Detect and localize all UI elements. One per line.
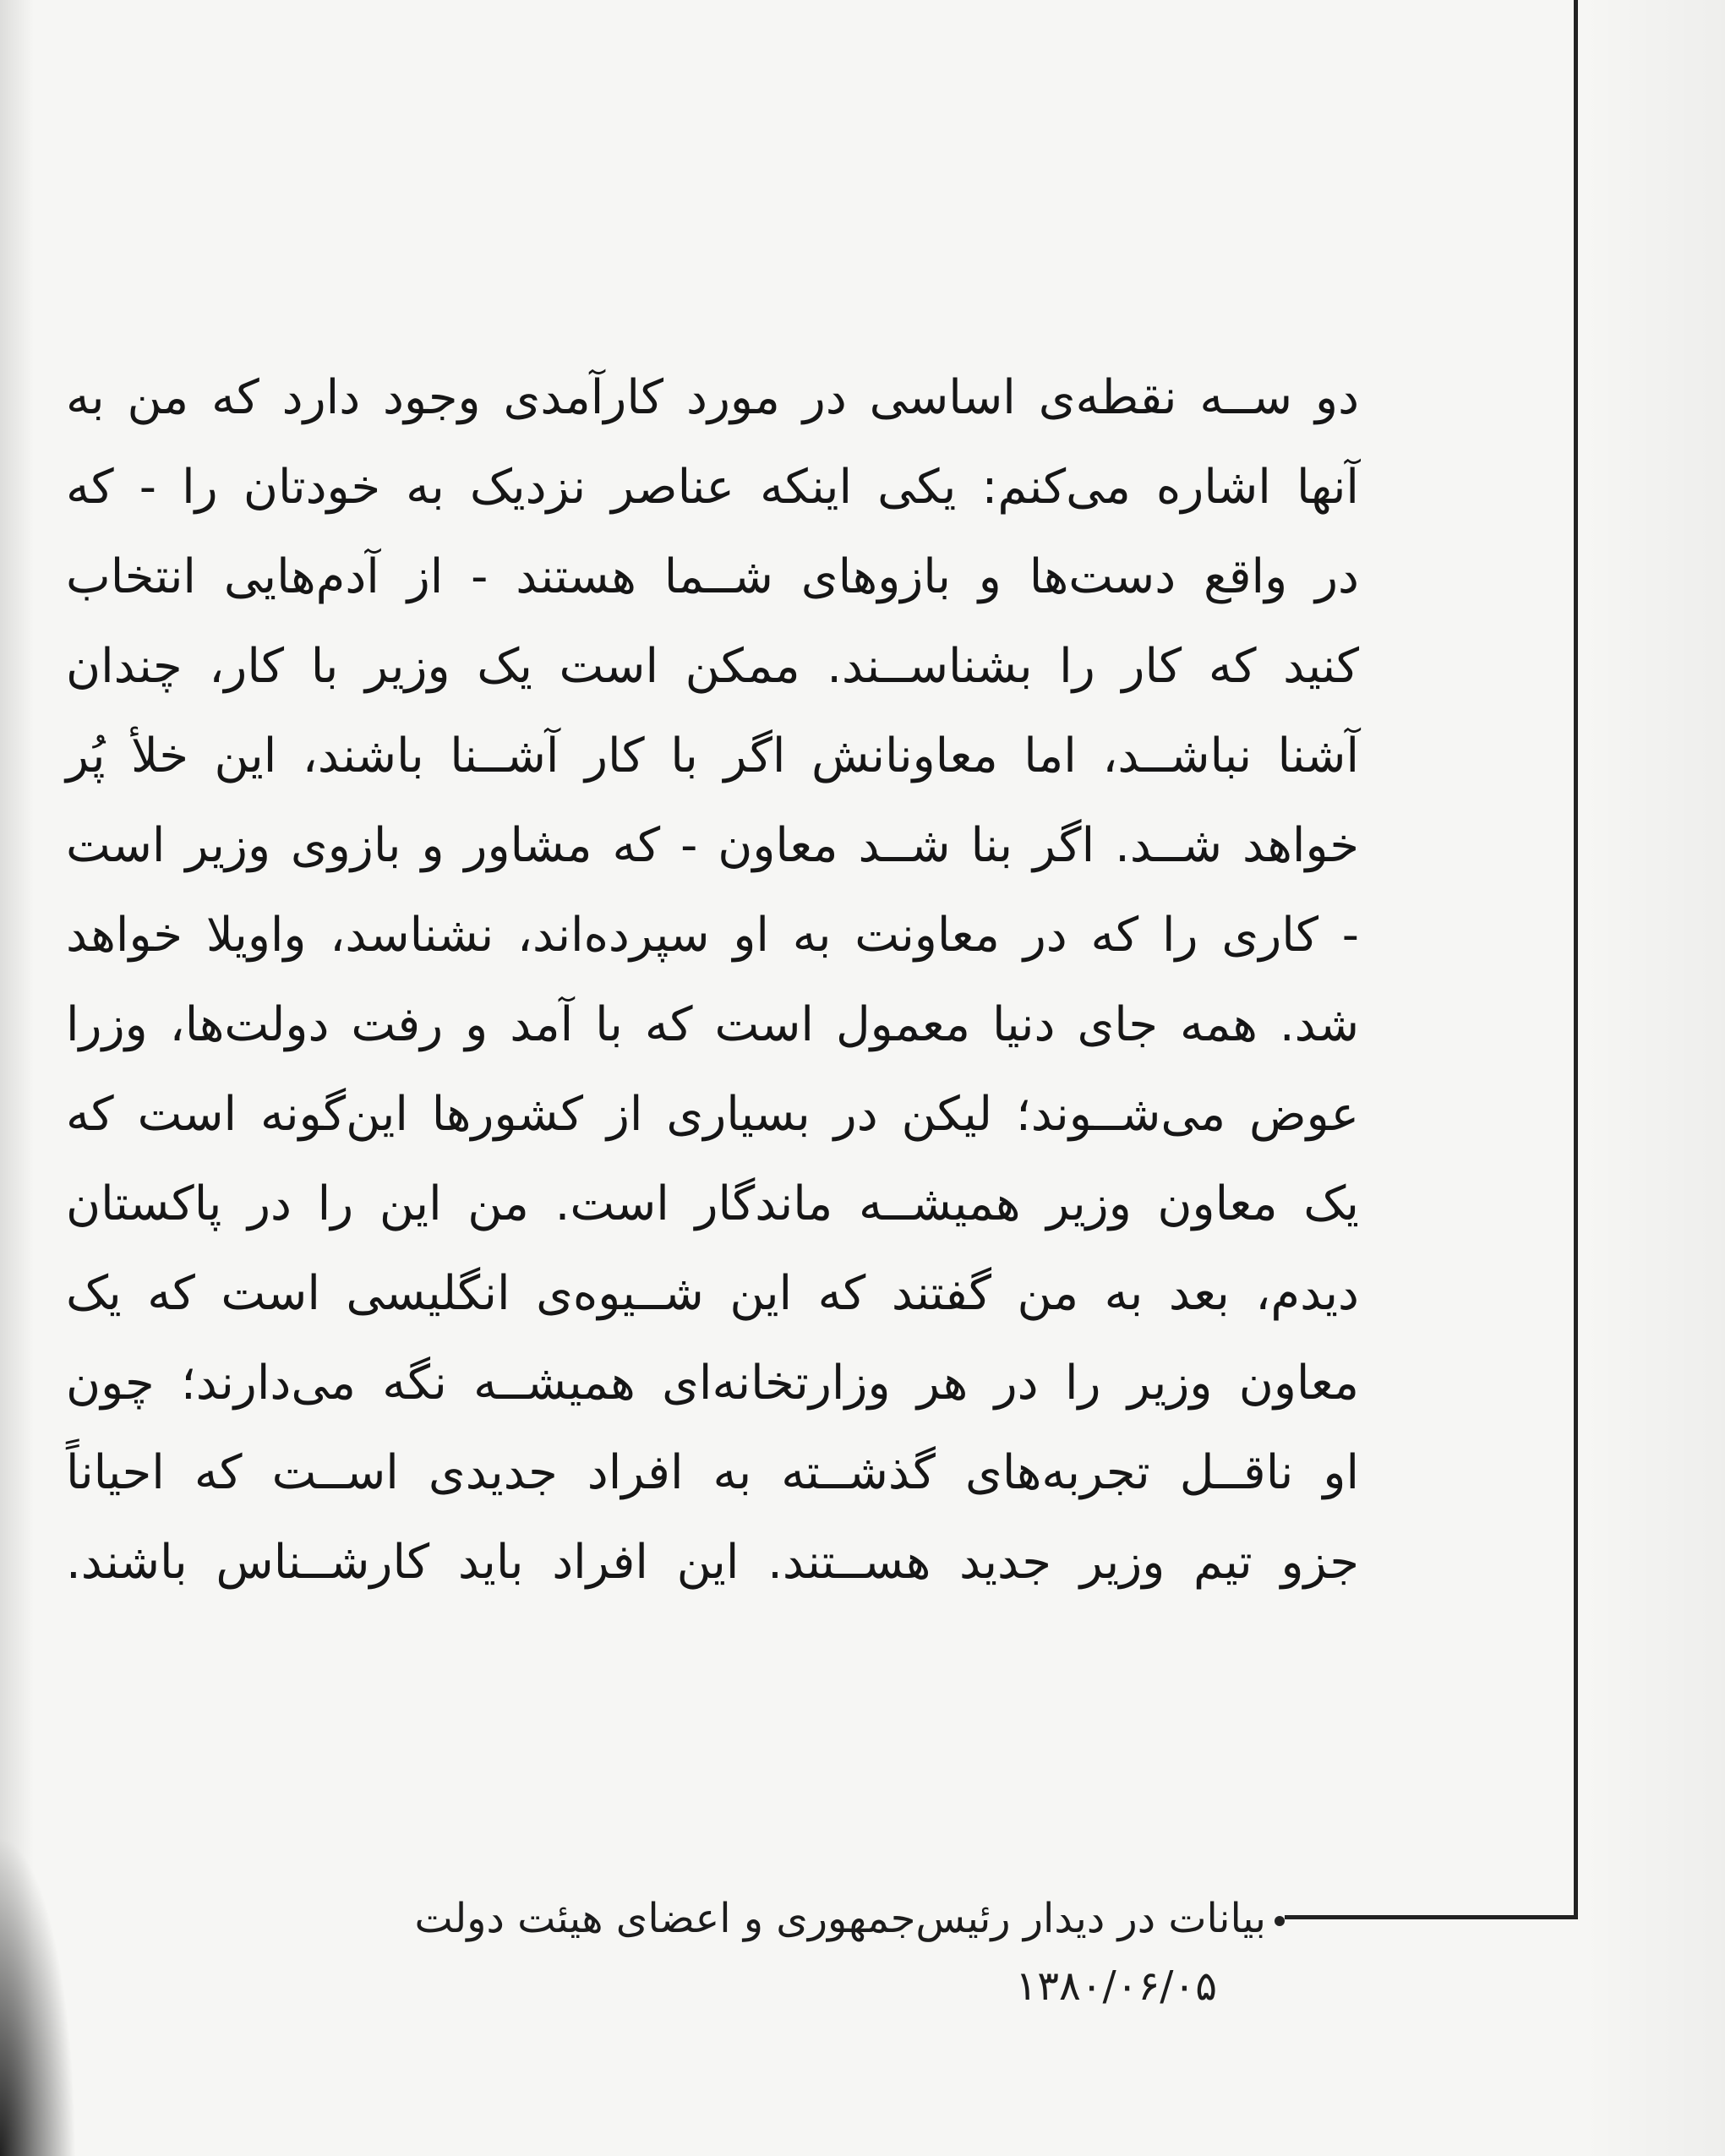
body-line: عوض می‌شــوند؛ لیکن در بسیاری از کشورها این‌گونه است که bbox=[66, 1087, 1359, 1142]
body-line: - کاری را که در معاونت به او سپرده‌اند، نشناسد، واویلا خواهد bbox=[66, 908, 1359, 963]
body-line: کنید که کار را بشناســند. ممکن است یک وزیر با کار، چندان bbox=[66, 639, 1359, 694]
footnote-date: ۱۳۸۰/۰۶/۰۵ bbox=[1015, 1962, 1217, 2010]
body-line: دو ســه نقطه‌ی اساسی در مورد کارآمدی وجود دارد که من به bbox=[66, 370, 1359, 425]
body-line: یک معاون وزیر همیشــه ماندگار است. من این را در پاکستان bbox=[66, 1176, 1359, 1231]
body-line: آشنا نباشــد، اما معاونانش اگر با کار آشــنا باشند، این خلأ پُر bbox=[66, 729, 1359, 783]
page-right-margin bbox=[1580, 0, 1725, 2156]
page-border-horizontal bbox=[1285, 1915, 1578, 1919]
body-line: معاون وزیر را در هر وزارتخانه‌ای همیشــه نگه می‌دارند؛ چون bbox=[66, 1356, 1359, 1411]
source-footnote bbox=[372, 1885, 1285, 2020]
body-line: خواهد شــد. اگر بنا شــد معاون - که مشاور و بازوی وزیر است bbox=[66, 818, 1359, 873]
body-line: دیدم، بعد به من گفتند که این شــیوه‌ی انگلیسی است که یک bbox=[66, 1266, 1359, 1321]
body-paragraph bbox=[66, 353, 1359, 1607]
footnote-source: بیانات در دیدار رئیس‌جمهوری و اعضای هیئت دولت bbox=[414, 1895, 1266, 1942]
body-line: او ناقــل تجربه‌های گذشــته به افراد جدیدی اســت که احیاناً bbox=[66, 1445, 1359, 1500]
bullet-icon bbox=[1275, 1916, 1285, 1926]
body-line: آنها اشاره می‌کنم: یکی اینکه عناصر نزدیک به خودتان را - که bbox=[66, 460, 1359, 515]
page-left-shadow bbox=[0, 0, 34, 2156]
page-border-vertical bbox=[1574, 0, 1578, 1919]
page-corner-shadow bbox=[0, 1835, 76, 2156]
body-line: در واقع دست‌ها و بازوهای شــما هستند - از آدم‌هایی انتخاب bbox=[66, 549, 1359, 604]
body-line: جزو تیم وزیر جدید هســتند. این افراد باید کارشــناس باشند. bbox=[66, 1535, 1359, 1590]
footnote-source-line bbox=[372, 1885, 1285, 1952]
body-line: شد. همه جای دنیا معمول است که با آمد و رفت دولت‌ها، وزرا bbox=[66, 997, 1359, 1052]
